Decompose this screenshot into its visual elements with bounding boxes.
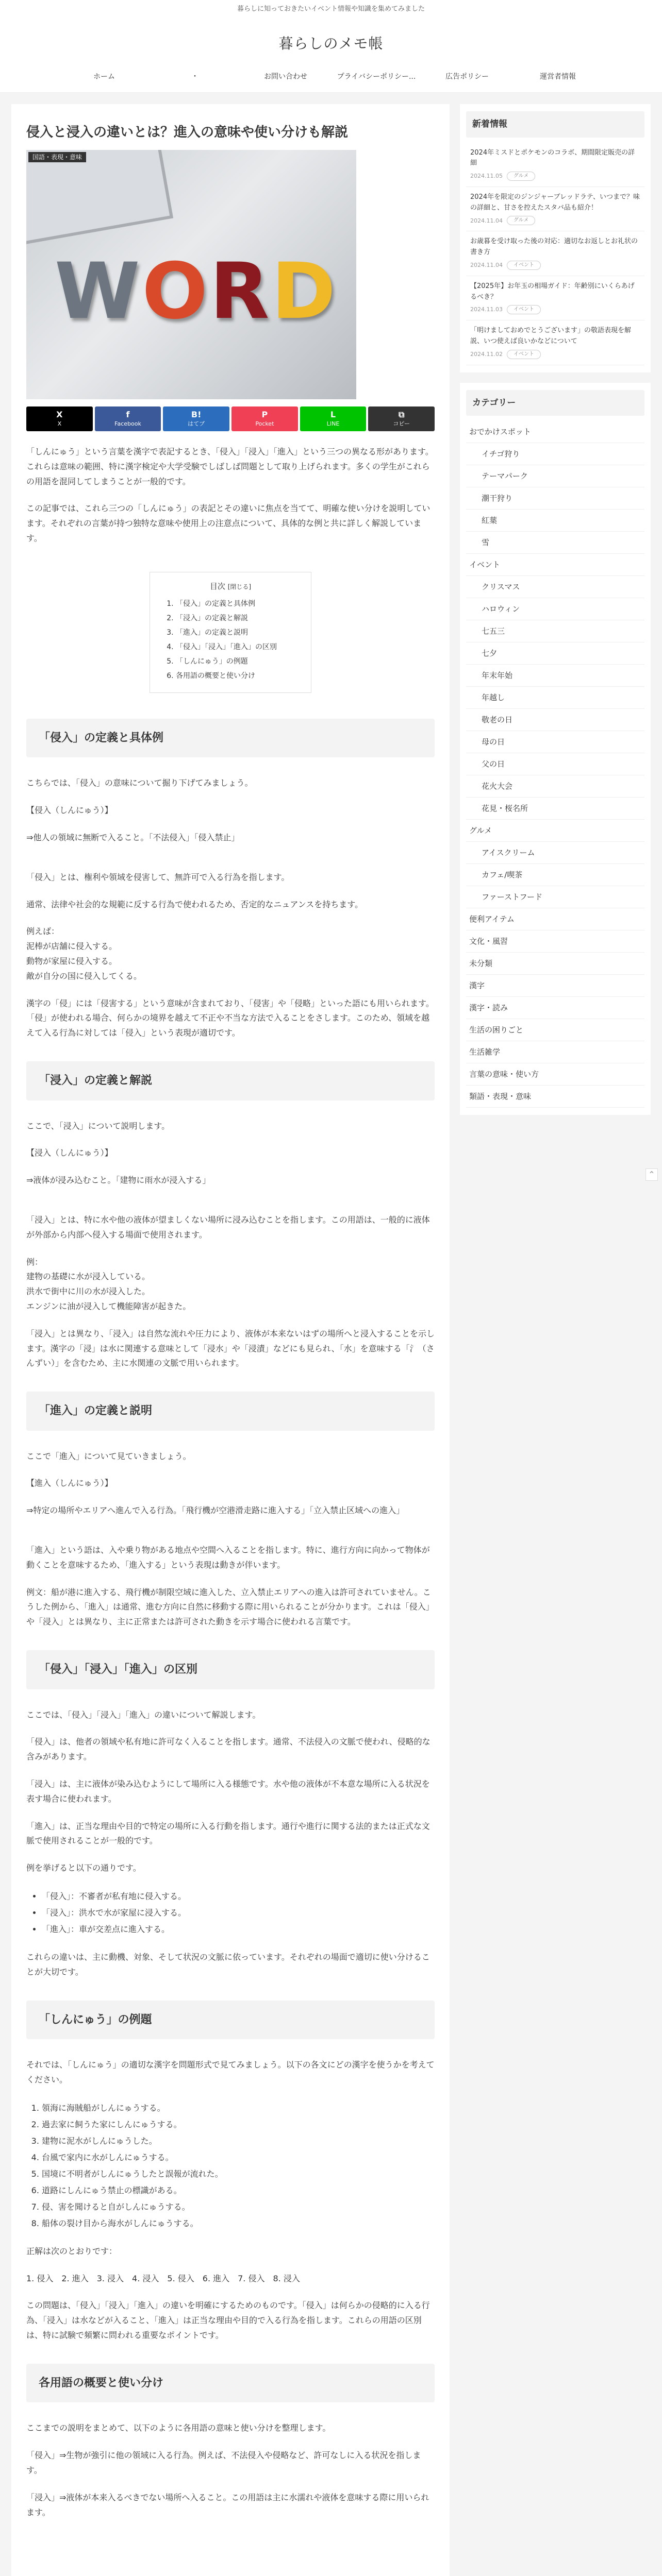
category-item[interactable]: テーマパーク [466, 465, 644, 487]
nav-operator-info[interactable]: 運営者情報 [540, 72, 576, 81]
letter-o: O [142, 247, 208, 336]
nav-home[interactable]: ホーム [93, 72, 115, 81]
pocket-icon: P [261, 410, 268, 420]
share-x-button[interactable]: X X [26, 406, 93, 431]
list-item: 5. 国境に不明者がしんにゅうしたと誤報が流れた。 [42, 2166, 435, 2182]
category-item[interactable]: グルメ [466, 820, 644, 842]
header-tagline: 暮らしに知っておきたいイベント情報や知識を集めてみました [0, 0, 662, 19]
section-heading-4: 「侵入」「浸入」「進入」の区別 [26, 1650, 435, 1689]
line-icon: L [330, 410, 336, 420]
intro-paragraph-1: 「しんにゅう」という言葉を漢字で表記するとき、「侵入」「浸入」「進入」という三つの異なる形があります。これらは意味の範囲、特に漢字検定や大学受験でしばしば問題として取り上げられます。多くの学生がこれらの用語を混同してしまうことが一般的です。 [26, 447, 434, 486]
word-letters [55, 247, 336, 336]
paragraph: 例を挙げると以下の通りです。 [26, 1863, 141, 1873]
paragraph: 「浸入」は、主に液体が染み込むようにして場所に入る様態です。水や他の液体が不本意な場所に入る状況を表す場合に使われます。 [26, 1779, 430, 1804]
news-item[interactable]: 2024年ミスドとポケモンのコラボ、期間限定販売の詳細 2024.11.05 グルメ [466, 143, 644, 187]
page-top-button[interactable] [646, 1168, 658, 1181]
paragraph: ⇒他人の領域に無断で入ること。「不法侵入」「侵入禁止」 [26, 832, 240, 842]
nav-privacy-policy[interactable]: プライバシーポリシー... [337, 72, 416, 81]
category-item[interactable]: 漢字・読み [466, 997, 644, 1019]
category-item[interactable]: アイスクリーム [466, 842, 644, 864]
paragraph: こちらでは、「侵入」の意味について掘り下げてみましょう。 [26, 778, 253, 788]
paragraph: ⇒特定の場所やエリアへ進んで入る行為。「飛行機が空港滑走路に進入する」「立入禁止区域への進入」 [26, 1505, 405, 1516]
chevron-up-icon: ⌃ [648, 1170, 655, 1179]
paragraph: ここでは、「侵入」「浸入」「進入」の違いについて解説します。 [26, 1709, 261, 1720]
share-buttons [26, 406, 435, 431]
section-heading-3: 「進入」の定義と説明 [26, 1392, 435, 1431]
section-heading-2: 「浸入」の定義と解説 [26, 1061, 435, 1100]
share-hatena-button[interactable]: B! はてブ [163, 406, 229, 431]
article-title: 侵入と浸入の違いとは？進入の意味や使い分けも解説 [26, 125, 349, 140]
widget-title: カテゴリー [466, 390, 644, 416]
category-item[interactable]: 花火大会 [466, 775, 644, 798]
x-icon: X [56, 410, 63, 420]
share-line-button[interactable]: L LINE [300, 406, 367, 431]
news-tag[interactable]: イベント [507, 350, 541, 359]
news-item[interactable]: 「明けましておめでとうございます」の敬語表現を解説、いつ使えば良いかなどについて 2024.11.02 イベント [466, 320, 644, 365]
letter-w: W [55, 247, 140, 336]
toc-title: 目次 [閉じる] [209, 581, 252, 591]
category-widget [460, 383, 651, 1115]
news-item[interactable]: 【2025年】お年玉の相場ガイド：年齢別にいくらあげるべき？ 2024.11.03 イベント [466, 276, 644, 320]
category-badge[interactable]: 国語・表現・意味 [28, 152, 86, 162]
nav-contact[interactable]: お問い合わせ [264, 72, 307, 81]
global-nav [0, 62, 662, 93]
paragraph: 【侵入（しんにゅう）】 [26, 805, 113, 816]
toc-item[interactable]: 3. 「進入」の定義と説明 [176, 625, 296, 640]
table-of-contents [150, 572, 311, 693]
category-item[interactable]: 七夕 [466, 642, 644, 665]
share-facebook-button[interactable]: f Facebook [95, 406, 161, 431]
news-tag[interactable]: グルメ [507, 216, 535, 225]
list-item: 3. 建物に泥水がしんにゅうした。 [42, 2133, 435, 2149]
widget-title: 新着情報 [466, 111, 644, 138]
category-item[interactable]: 生活の困りごと [466, 1019, 644, 1041]
paragraph: これらの違いは、主に動機、対象、そして状況の文脈に依っています。それぞれの場面で適切に使い分けることが大切です。 [26, 1952, 430, 1977]
paragraph: 「侵入」⇒生物が強引に他の領域に入る行為。例えば、不法侵入や侵略など、許可なしに入る状況を指します。 [26, 2450, 421, 2475]
paragraph: ここで「進入」について見ていきましょう。 [26, 1451, 191, 1461]
list-item: 4. 台風で家内に水がしんにゅうする。 [42, 2149, 435, 2166]
section-heading-1: 「侵入」の定義と具体例 [26, 719, 435, 758]
category-item[interactable]: おでかけスポット [466, 421, 644, 443]
section-heading-5: 「しんにゅう」の例題 [26, 2001, 435, 2040]
facebook-icon: f [126, 410, 130, 420]
news-tag[interactable]: イベント [507, 261, 541, 270]
paragraph: 【進入（しんにゅう）】 [26, 1478, 113, 1488]
category-item[interactable]: クリスマス [466, 576, 644, 598]
site-title[interactable]: 暮らしのメモ帳 [278, 35, 384, 52]
share-pocket-button[interactable]: P Pocket [231, 406, 298, 431]
news-date: 2024.11.04 [470, 261, 503, 268]
list-item: • 「侵入」：不審者が私有地に侵入する。 [42, 1888, 435, 1905]
news-date: 2024.11.05 [470, 173, 503, 180]
letter-r: R [209, 247, 270, 336]
example-block: 例えば： 泥棒が店舗に侵入する。 動物が家屋に侵入する。 敵が自分の国に侵入してくる。 [26, 926, 142, 981]
article-main [11, 104, 450, 2576]
example-block: 例： 建物の基礎に水が浸入している。 洪水で街中に川の水が浸入した。 エンジンに油が浸入して機能障害が起きた。 [26, 1257, 191, 1311]
category-item[interactable]: 漢字 [466, 975, 644, 997]
list-item: 1. 領海に海賊船がしんにゅうする。 [42, 2100, 435, 2116]
news-date: 2024.11.04 [470, 217, 503, 224]
letter-d: D [271, 247, 336, 336]
category-item[interactable]: 雪 [466, 532, 644, 554]
example-list [26, 1888, 435, 1938]
category-item[interactable]: 父の日 [466, 753, 644, 775]
news-tag[interactable]: イベント [507, 305, 541, 314]
list-item: • 「浸入」：洪水で水が家屋に浸入する。 [42, 1905, 435, 1921]
paragraph: 「浸入」⇒液体が本来入るべきでない場所へ入ること。この用語は主に水濡れや液体を意味する際に用いられます。 [26, 2492, 429, 2517]
paragraph: 漢字の「侵」には「侵害する」という意味が含まれており、「侵害」や「侵略」といった語にも用いられます。「侵」が使われる場合、何らかの境界を越えて不正や不当な方法で入ることをさします。このため、領域を越えて入る行為に対しては「侵入」という表現が適切です。 [26, 998, 434, 1038]
category-item[interactable]: ファーストフード [466, 886, 644, 908]
category-item[interactable]: 母の日 [466, 731, 644, 753]
category-item[interactable]: 言葉の意味・使い方 [466, 1063, 644, 1086]
intro-paragraph-2: この記事では、これら三つの「しんにゅう」の表記とその違いに焦点を当てて、明確な使い分けを説明しています。それぞれの言葉が持つ独特な意味や使用上の注意点について、具体的な例と共に詳しく解説しています。 [26, 503, 431, 543]
news-date: 2024.11.02 [470, 350, 503, 358]
paragraph: 「浸入」とは、特に水や他の液体が望ましくない場所に浸み込むことを指します。この用語は、一般的に液体が外部から内部へ侵入する場面で使用されます。 [26, 1214, 430, 1240]
paragraph: 「進入」は、正当な理由や目的で特定の場所に入る行動を指します。通行や進行に関する法的または正式な文脈で使用されることが一般的です。 [26, 1821, 430, 1846]
share-copy-button[interactable]: ⧉ コピー [368, 406, 435, 431]
category-item[interactable]: 文化・風習 [466, 930, 644, 953]
list-item: 8. 船体の裂け目から海水がしんにゅうする。 [42, 2215, 435, 2232]
toc-list [164, 597, 296, 683]
category-item[interactable]: 類語・表現・意味 [466, 1086, 644, 1108]
paragraph: 「浸入」とは異なり、「浸入」は自然な流れや圧力により、液体が本来ないはずの場所へと浸入することを示します。漢字の「浸」は水に関連する意味として「浸水」や「浸漬」などにも見られ、「水」を意味する「氵（さんずい）」を含むため、主に水関連の文脈で用いられます。 [26, 1328, 435, 1368]
toc-toggle[interactable]: [閉じる] [227, 583, 252, 590]
news-date: 2024.11.03 [470, 306, 503, 313]
answer-line: 1. 侵入 2. 進入 3. 浸入 4. 浸入 5. 侵入 6. 進入 7. 侵入 8. 浸入 [26, 2273, 300, 2283]
category-item[interactable]: 紅葉 [466, 510, 644, 532]
category-item[interactable]: 生活雑学 [466, 1041, 644, 1063]
paragraph: ここで、「浸入」について説明します。 [26, 1121, 170, 1131]
paragraph: 正解は次のとおりです： [26, 2246, 118, 2256]
category-item[interactable]: 未分類 [466, 953, 644, 975]
category-item[interactable]: 年末年始 [466, 665, 644, 687]
paragraph: 通常、法律や社会的な規範に反する行為で使われるため、否定的なニュアンスを持ちます。 [26, 899, 363, 909]
category-item[interactable]: 年越し [466, 687, 644, 709]
category-item[interactable]: 便利アイテム [466, 908, 644, 930]
paragraph: 【浸入（しんにゅう）】 [26, 1148, 113, 1158]
category-item[interactable]: 潮干狩り [466, 487, 644, 510]
category-item[interactable]: 敬老の日 [466, 709, 644, 731]
paragraph: 「侵入」とは、権利や領域を侵害して、無許可で入る行為を指します。 [26, 872, 290, 882]
paragraph: ⇒液体が浸み込むこと。「建物に雨水が浸入する」 [26, 1175, 211, 1185]
copy-icon: ⧉ [398, 410, 405, 420]
list-item: 7. 侵、害を聞けると自がしんにゅうする。 [42, 2199, 435, 2215]
paragraph: 例文：船が港に進入する、飛行機が制限空域に進入した、立入禁止エリアへの進入は許可されていません。こうした例から、「進入」は通常、進む方向に自然に移動する際に用いられることが分かります。これは「侵入」や「浸入」とは異なり、主に正常または許可された動きを示す場合に使われる言葉です。 [26, 1587, 434, 1627]
paragraph: ここまでの説明をまとめて、以下のように各用語の意味と使い分けを整理します。 [26, 2423, 331, 2433]
quiz-list [26, 2100, 435, 2232]
laptop-graphic [26, 150, 173, 245]
category-item[interactable]: 七五三 [466, 620, 644, 642]
category-item[interactable]: 花見・桜名所 [466, 798, 644, 820]
toc-item[interactable]: 5. 「しんにゅう」の例題 [176, 654, 296, 669]
nav-separator: ・ [191, 72, 198, 81]
eyecatch-image [26, 150, 356, 399]
category-item[interactable]: ハロウィン [466, 598, 644, 620]
toc-item[interactable]: 4. 「侵入」「浸入」「進入」の区別 [176, 640, 296, 654]
category-item[interactable]: イベント [466, 554, 644, 576]
toc-item[interactable]: 6. 各用語の概要と使い分け [176, 669, 296, 683]
paragraph: それでは、「しんにゅう」の適切な漢字を問題形式で見てみましょう。以下の各文にどの漢字を使うかを考えてください。 [26, 2060, 435, 2085]
news-item[interactable]: お歳暮を受け取った後の対応：適切なお返しとお礼状の書き方 2024.11.04 イベント [466, 231, 644, 276]
news-item[interactable]: 2024年を限定のジンジャーブレッドラテ、いつまで？味の詳細と、甘さを控えたスタバ品も紹介！ 2024.11.04 グルメ [466, 187, 644, 231]
new-posts-widget [460, 104, 651, 372]
paragraph: この問題は、「侵入」「浸入」「進入」の違いを明確にするためのものです。「侵入」は何らかの侵略的に入る行為、「浸入」は水などが入ること、「進入」は正当な理由や目的で入る行為を指します。これらの用語の区別は、特に試験で頻繁に問われる重要なポイントです。 [26, 2300, 430, 2340]
news-tag[interactable]: グルメ [507, 172, 535, 181]
paragraph: 「進入」という語は、入や乗り物がある地点や空間へ入ることを指します。特に、進行方向に向かって物体が動くことを意味するため、「進入する」という表現は動きが伴います。 [26, 1545, 430, 1570]
category-item[interactable]: カフェ/喫茶 [466, 864, 644, 886]
sidebar [460, 104, 651, 2576]
toc-item[interactable]: 1. 「侵入」の定義と具体例 [176, 597, 296, 611]
nav-ad-policy[interactable]: 広告ポリシー [445, 72, 489, 81]
site-header [0, 19, 662, 62]
category-list [466, 421, 644, 1108]
list-item: • 「進入」：車が交差点に進入する。 [42, 1921, 435, 1938]
category-item[interactable]: イチゴ狩り [466, 443, 644, 465]
list-item: 2. 過去家に飼うた家にしんにゅうする。 [42, 2116, 435, 2133]
toc-item[interactable]: 2. 「浸入」の定義と解説 [176, 611, 296, 625]
paragraph: 「侵入」は、他者の領域や私有地に許可なく入ることを指します。通常、不法侵入の文脈で使われ、侵略的な含みがあります。 [26, 1737, 431, 1762]
list-item: 6. 道路にしんにゅう禁止の標識がある。 [42, 2182, 435, 2199]
section-heading-6: 各用語の概要と使い分け [26, 2364, 435, 2403]
hatena-icon: B! [191, 410, 202, 420]
